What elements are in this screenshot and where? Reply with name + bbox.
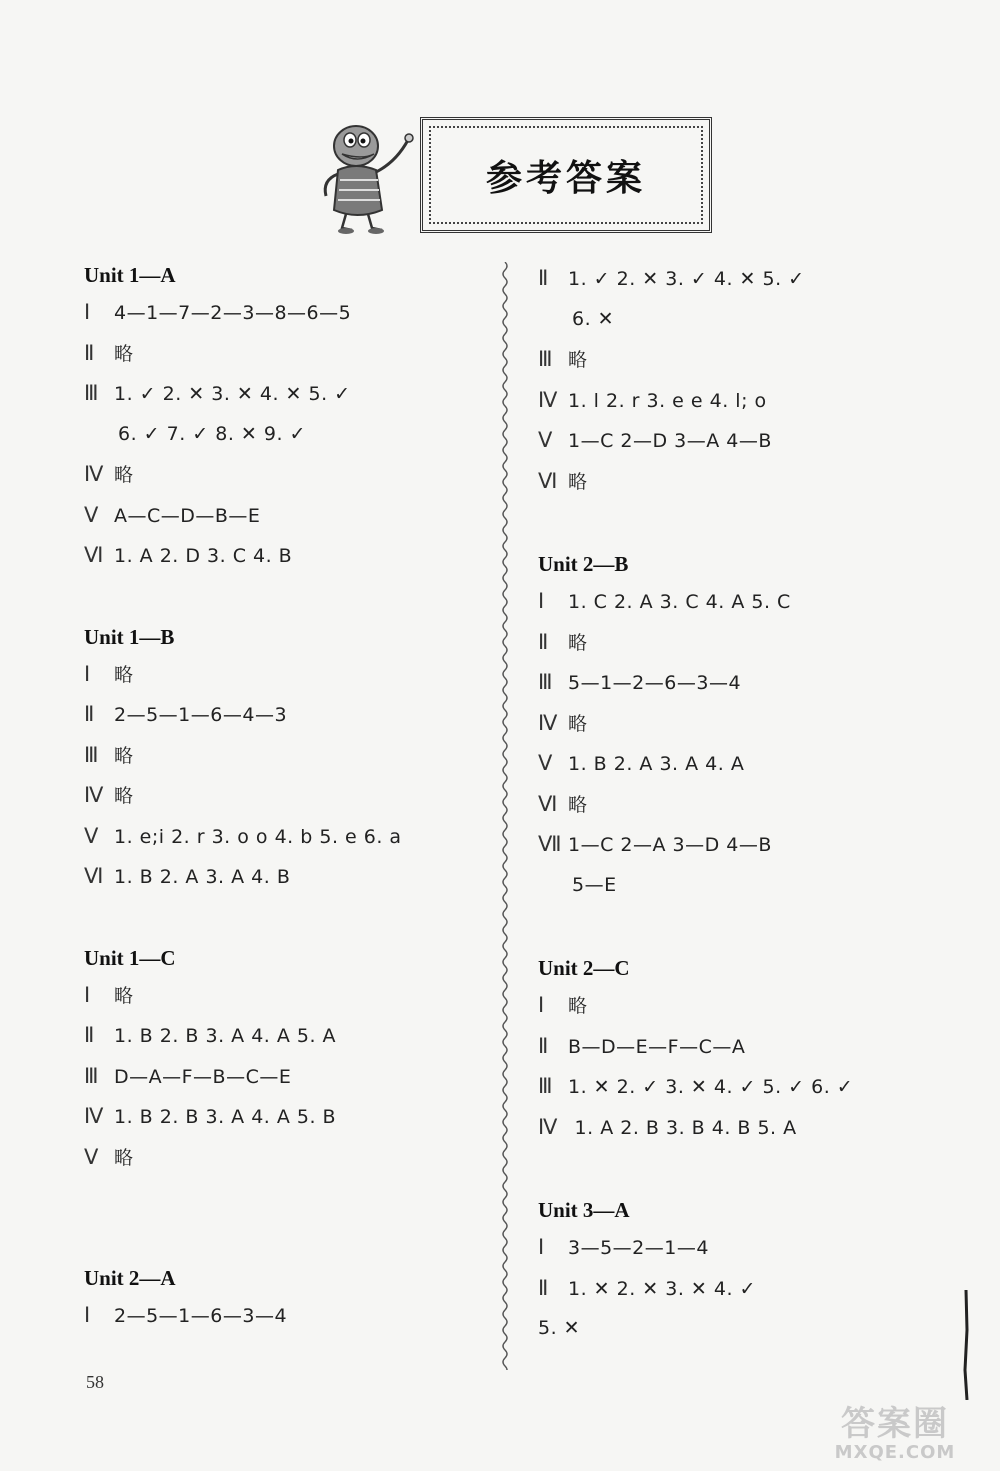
answer-row bbox=[538, 581, 938, 622]
answer-row bbox=[538, 461, 938, 502]
answer-row bbox=[84, 975, 484, 1016]
answer-row bbox=[538, 299, 938, 340]
answer-text: B—D—E—F—C—A bbox=[568, 1035, 746, 1058]
answer-row bbox=[84, 1295, 484, 1336]
answer-row bbox=[538, 1268, 938, 1309]
answer-row bbox=[538, 824, 938, 865]
answer-row bbox=[538, 784, 938, 825]
question-numeral: Ⅱ bbox=[84, 702, 95, 726]
answer-row bbox=[84, 654, 484, 695]
answer-text: 1. ✕ 2. ✕ 3. ✕ 4. ✓ bbox=[568, 1277, 756, 1300]
question-numeral: Ⅵ bbox=[538, 791, 558, 816]
answer-text: 5. ✕ bbox=[538, 1317, 581, 1339]
question-numeral: Ⅲ bbox=[84, 742, 99, 767]
answer-row bbox=[538, 985, 938, 1026]
question-numeral: Ⅴ bbox=[84, 823, 99, 848]
answer-row bbox=[538, 1227, 938, 1268]
question-numeral: Ⅳ bbox=[84, 462, 104, 486]
answer-row bbox=[84, 333, 484, 374]
section-gap bbox=[538, 905, 938, 951]
answer-text: 1. B 2. B 3. A 4. A 5. B bbox=[114, 1106, 337, 1128]
answer-row bbox=[84, 1015, 484, 1056]
site-watermark-url: MXQE.COM bbox=[834, 1442, 956, 1463]
answer-row bbox=[538, 1107, 938, 1148]
section-gap bbox=[84, 1177, 484, 1261]
answer-text: A—C—D—B—E bbox=[114, 504, 261, 527]
question-numeral: Ⅳ bbox=[84, 783, 104, 807]
site-watermark bbox=[800, 1405, 990, 1467]
answer-text: 略 bbox=[568, 631, 588, 654]
unit-heading: Unit 2—A bbox=[84, 1266, 176, 1290]
question-numeral: Ⅳ bbox=[538, 387, 558, 412]
answer-text: 略 bbox=[568, 349, 588, 371]
question-numeral: Ⅱ bbox=[538, 629, 549, 654]
answer-text: 2—5—1—6—4—3 bbox=[114, 704, 288, 726]
answer-row bbox=[538, 743, 938, 784]
answer-row bbox=[84, 856, 484, 897]
question-numeral: Ⅶ bbox=[538, 832, 562, 856]
answer-row bbox=[538, 258, 938, 299]
question-numeral: Ⅲ bbox=[538, 1074, 553, 1098]
unit-heading: Unit 1—C bbox=[84, 945, 176, 970]
answer-row bbox=[84, 414, 484, 455]
answer-row bbox=[84, 1096, 484, 1137]
question-numeral: Ⅵ bbox=[84, 543, 104, 567]
answer-text: 1. ✓ 2. ✕ 3. ✓ 4. ✕ 5. ✓ bbox=[568, 268, 805, 290]
left-column bbox=[84, 258, 484, 1336]
answer-row bbox=[538, 380, 938, 421]
question-numeral: Ⅱ bbox=[538, 1275, 549, 1300]
unit-heading: Unit 1—A bbox=[84, 263, 176, 287]
answer-text: 略 bbox=[114, 464, 134, 486]
answer-row bbox=[84, 495, 484, 536]
answer-row bbox=[84, 1137, 484, 1178]
answer-text: 略 bbox=[114, 342, 134, 365]
question-numeral: Ⅳ bbox=[538, 710, 558, 735]
question-numeral: Ⅴ bbox=[84, 1144, 99, 1169]
question-numeral: Ⅲ bbox=[84, 381, 99, 405]
question-numeral: Ⅰ bbox=[84, 300, 91, 324]
section-gap bbox=[538, 1147, 938, 1193]
answer-text: 1. B 2. B 3. A 4. A 5. A bbox=[114, 1025, 337, 1047]
question-numeral: Ⅴ bbox=[84, 502, 99, 527]
answer-text: 1—C 2—A 3—D 4—B bbox=[568, 834, 772, 856]
question-numeral: Ⅱ bbox=[538, 266, 549, 290]
wavy-divider bbox=[498, 262, 512, 1370]
answer-text: 4—1—7—2—3—8—6—5 bbox=[114, 302, 352, 324]
answer-text: 略 bbox=[114, 663, 134, 686]
site-watermark-logo: 答案圈 bbox=[841, 1404, 949, 1444]
unit-heading: Unit 1—B bbox=[84, 624, 175, 649]
answer-text: 1—C 2—D 3—A 4—B bbox=[568, 430, 772, 452]
answer-row bbox=[538, 1066, 938, 1107]
answer-row bbox=[538, 865, 938, 906]
question-numeral: Ⅳ bbox=[84, 1104, 104, 1128]
answer-text: 略 bbox=[114, 744, 134, 767]
question-numeral: Ⅴ bbox=[538, 428, 553, 452]
question-numeral: Ⅰ bbox=[538, 589, 545, 613]
answer-row bbox=[84, 535, 484, 576]
question-numeral: Ⅰ bbox=[538, 1235, 545, 1259]
question-numeral: Ⅲ bbox=[538, 670, 553, 694]
answer-text: 1. C 2. A 3. C 4. A 5. C bbox=[568, 591, 791, 613]
question-numeral: Ⅱ bbox=[84, 1023, 95, 1047]
answer-text: 略 bbox=[568, 995, 588, 1017]
answer-text: 1. A 2. D 3. C 4. B bbox=[114, 545, 293, 567]
answer-text: 5—E bbox=[572, 873, 617, 896]
question-numeral: Ⅱ bbox=[538, 1033, 549, 1058]
answer-text: 略 bbox=[114, 984, 134, 1007]
answer-row bbox=[538, 622, 938, 663]
question-numeral: Ⅰ bbox=[84, 1303, 91, 1327]
page-title: 参考答案 bbox=[485, 157, 646, 199]
title-frame bbox=[420, 117, 712, 233]
question-numeral: Ⅵ bbox=[84, 864, 104, 888]
answer-row bbox=[538, 420, 938, 461]
answer-text: 1. l 2. r 3. e e 4. l; o bbox=[568, 389, 767, 412]
section-gap bbox=[84, 897, 484, 941]
unit-heading: Unit 2—B bbox=[538, 552, 629, 576]
answer-text: 1. B 2. A 3. A 4. A bbox=[568, 753, 745, 775]
answer-row bbox=[84, 292, 484, 333]
unit-heading: Unit 3—A bbox=[538, 1198, 630, 1222]
right-column bbox=[538, 258, 938, 1349]
question-numeral: Ⅰ bbox=[84, 982, 91, 1007]
question-numeral: Ⅱ bbox=[84, 340, 95, 365]
answer-text: 1. A 2. B 3. B 4. B 5. A bbox=[568, 1116, 797, 1139]
question-numeral: Ⅴ bbox=[538, 751, 553, 775]
answer-text: 1. ✕ 2. ✓ 3. ✕ 4. ✓ 5. ✓ 6. ✓ bbox=[568, 1076, 854, 1098]
answer-text: 略 bbox=[568, 793, 588, 816]
question-numeral: Ⅲ bbox=[538, 347, 553, 371]
answer-text: 1. B 2. A 3. A 4. B bbox=[114, 866, 291, 888]
answer-row bbox=[538, 1026, 938, 1067]
answer-text: 6. ✕ bbox=[572, 307, 615, 330]
answer-text: D—A—F—B—C—E bbox=[114, 1065, 292, 1088]
unit-heading: Unit 2—C bbox=[538, 956, 630, 980]
answer-text: 略 bbox=[114, 785, 134, 807]
answer-row bbox=[84, 454, 484, 495]
answer-row bbox=[84, 1056, 484, 1097]
question-numeral: Ⅰ bbox=[84, 661, 91, 686]
question-numeral: Ⅵ bbox=[538, 468, 558, 493]
answer-text: 1. ✓ 2. ✕ 3. ✕ 4. ✕ 5. ✓ bbox=[114, 383, 351, 405]
answer-row bbox=[538, 1308, 938, 1349]
answer-text: 略 bbox=[568, 712, 588, 735]
answer-row bbox=[538, 662, 938, 703]
question-numeral: Ⅳ bbox=[538, 1114, 558, 1139]
answer-text: 3—5—2—1—4 bbox=[568, 1237, 709, 1259]
answer-text: 6. ✓ 7. ✓ 8. ✕ 9. ✓ bbox=[118, 422, 306, 445]
answer-row bbox=[538, 703, 938, 744]
scan-edge-line bbox=[962, 1290, 970, 1400]
answer-row bbox=[84, 373, 484, 414]
answer-text: 5—1—2—6—3—4 bbox=[568, 672, 742, 694]
section-gap bbox=[538, 501, 938, 547]
page-number: 58 bbox=[86, 1372, 104, 1392]
duck-mascot-illustration bbox=[312, 110, 422, 238]
answer-row bbox=[84, 735, 484, 776]
answer-text: 略 bbox=[114, 1146, 134, 1169]
answer-row bbox=[84, 816, 484, 857]
answer-row bbox=[538, 339, 938, 380]
answer-text: 1. e;i 2. r 3. o o 4. b 5. e 6. a bbox=[114, 825, 402, 848]
answer-row bbox=[84, 775, 484, 816]
answer-text: 2—5—1—6—3—4 bbox=[114, 1305, 288, 1327]
answer-text: 略 bbox=[568, 470, 588, 493]
question-numeral: Ⅲ bbox=[84, 1063, 99, 1088]
section-gap bbox=[84, 576, 484, 620]
answer-row bbox=[84, 694, 484, 735]
question-numeral: Ⅰ bbox=[538, 993, 545, 1017]
